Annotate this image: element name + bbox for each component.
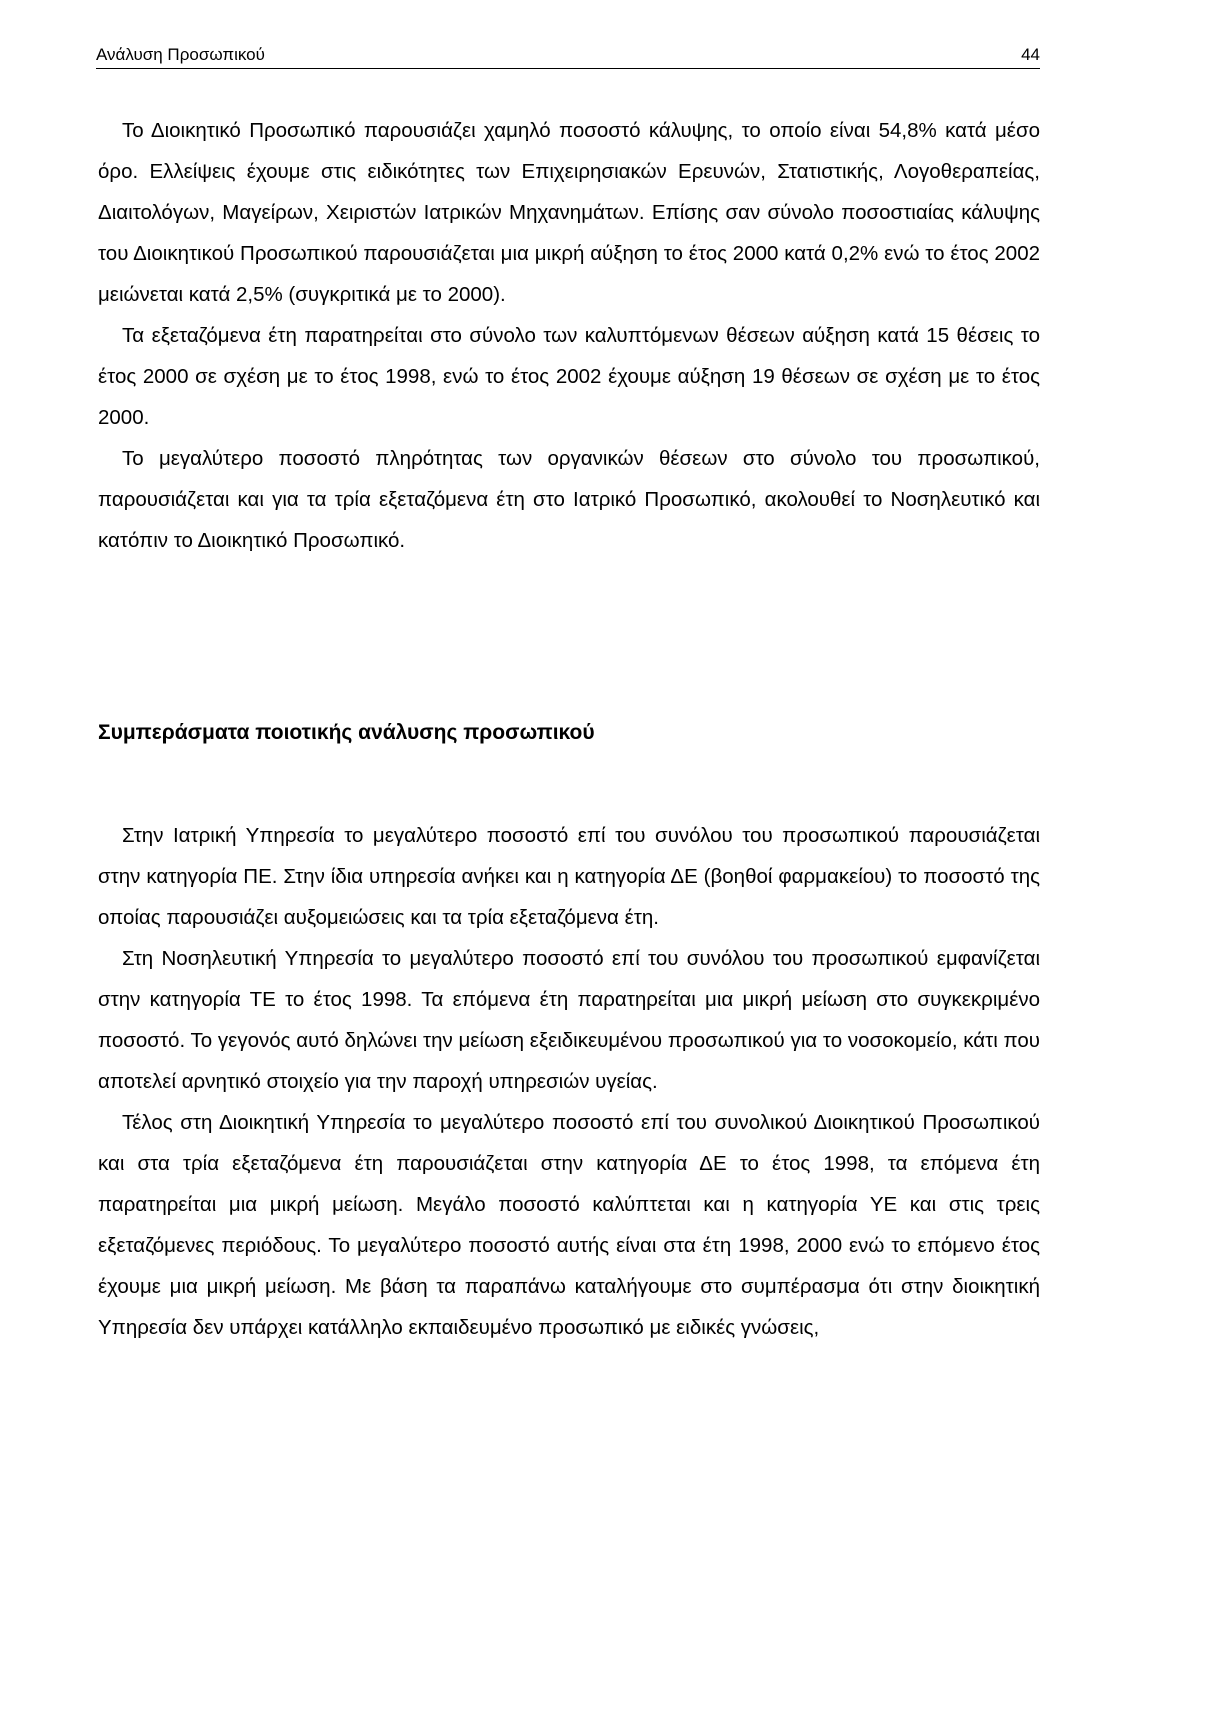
paragraph-medical-service: Στην Ιατρική Υπηρεσία το μεγαλύτερο ποσοστό επί του συνόλου του προσωπικού παρουσιάζεται στην κατηγορία ΠΕ. Στην ίδια υπηρεσία ανήκει και η κατηγορία ΔΕ (βοηθοί φαρμακείου) το ποσοστό της οποίας παρουσιάζει αυξομειώσεις και τα τρία εξεταζόμενα έτη. <box>98 824 1040 929</box>
spacer <box>98 753 1040 815</box>
spacer <box>98 561 1040 713</box>
paragraph-admin-coverage: Το Διοικητικό Προσωπικό παρουσιάζει χαμηλό ποσοστό κάλυψης, το οποίο είναι 54,8% κατά μέσο όρο. Ελλείψεις έχουμε στις ειδικότητες των Επιχειρησιακών Ερευνών, Στατιστικής, Λογοθεραπείας, Διαιτολόγων, Μαγείρων, Χειριστών Ιατρικών Μηχανημάτων. Επίσης σαν σύνολο ποσοστιαίας κάλυψης του Διοικητικού Προσωπικού παρουσιάζεται μια μικρή αύξηση το έτος 2000 κατά 0,2% ενώ το έτος 2002 μειώνεται κατά 2,5% (συγκριτικά με το 2000). <box>98 119 1040 306</box>
paragraph-administrative-service: Τέλος στη Διοικητική Υπηρεσία το μεγαλύτερο ποσοστό επί του συνολικού Διοικητικού Προσωπικού και στα τρία εξεταζόμενα έτη παρουσιάζεται στην κατηγορία ΔΕ το έτος 1998, τα επόμενα έτη παρατηρείται μια μικρή μείωση. Μεγάλο ποσοστό καλύπτεται και η κατηγορία ΥΕ και στις τρεις εξεταζόμενες περιόδους. Το μεγαλύτερο ποσοστό αυτής είναι στα έτη 1998, 2000 ενώ το επόμενο έτος έχουμε μια μικρή μείωση. Με βάση τα παραπάνω καταλήγουμε στο συμπέρασμα ότι στην διοικητική Υπηρεσία δεν υπάρχει κατάλληλο εκπαιδευμένο προσωπικό με ειδικές γνώσεις, <box>98 1111 1040 1339</box>
paragraph-occupancy-rate: Το μεγαλύτερο ποσοστό πληρότητας των οργανικών θέσεων στο σύνολο του προσωπικού, παρουσιάζεται και για τα τρία εξεταζόμενα έτη στο Ιατρικό Προσωπικό, ακολουθεί το Νοσηλευτικό και κατόπιν το Διοικητικό Προσωπικό. <box>98 447 1040 552</box>
running-header <box>96 40 1040 69</box>
section-heading: Συμπεράσματα ποιοτικής ανάλυσης προσωπικού <box>98 721 595 744</box>
page-number: 44 <box>1021 45 1040 64</box>
page-body <box>98 110 1040 1348</box>
header-section-title: Ανάλυση Προσωπικού <box>96 45 265 64</box>
paragraph-positions-increase: Τα εξεταζόμενα έτη παρατηρείται στο σύνολο των καλυπτόμενων θέσεων αύξηση κατά 15 θέσεις το έτος 2000 σε σχέση με το έτος 1998, ενώ το έτος 2002 έχουμε αύξηση 19 θέσεων σε σχέση με το έτος 2000. <box>98 324 1040 429</box>
paragraph-nursing-service: Στη Νοσηλευτική Υπηρεσία το μεγαλύτερο ποσοστό επί του συνόλου του προσωπικού εμφανίζεται στην κατηγορία ΤΕ το έτος 1998. Τα επόμενα έτη παρατηρείται μια μικρή μείωση στο συγκεκριμένο ποσοστό. Το γεγονός αυτό δηλώνει την μείωση εξειδικευμένου προσωπικού για το νοσοκομείο, κάτι που αποτελεί αρνητικό στοιχείο για την παροχή υπηρεσιών υγείας. <box>98 947 1040 1093</box>
